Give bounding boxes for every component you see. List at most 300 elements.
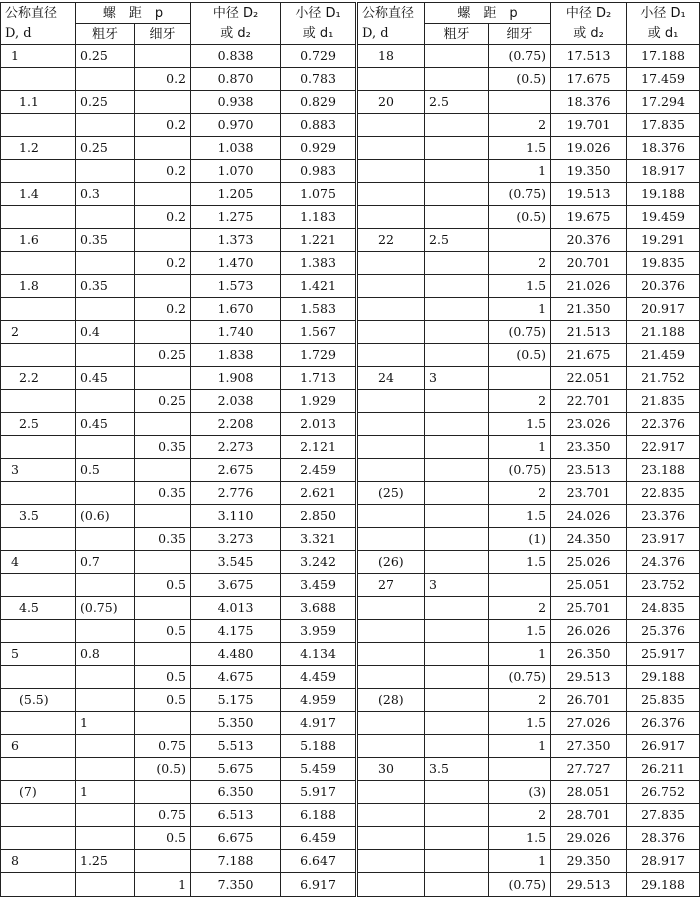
right-pitch-diameter-cell: 27.727	[551, 758, 627, 781]
left-minor-diameter-cell: 3.242	[281, 551, 357, 574]
right-pitch-diameter-cell: 23.513	[551, 459, 627, 482]
right-pitch-diameter-cell: 21.513	[551, 321, 627, 344]
header-nominal-left: 公称直径	[1, 3, 76, 24]
right-minor-diameter-cell: 21.188	[627, 321, 700, 344]
table-row	[1, 367, 700, 390]
table-row	[1, 436, 700, 459]
table-row	[1, 160, 700, 183]
right-fine-pitch-cell	[489, 574, 551, 597]
left-nominal-cell: 2.2	[1, 367, 76, 390]
left-minor-diameter-cell: 5.188	[281, 735, 357, 758]
table-row	[1, 229, 700, 252]
right-pitch-diameter-cell: 27.026	[551, 712, 627, 735]
right-coarse-pitch-cell	[425, 344, 489, 367]
left-minor-diameter-cell: 4.134	[281, 643, 357, 666]
left-pitch-diameter-cell: 6.513	[191, 804, 281, 827]
left-fine-pitch-cell	[135, 597, 191, 620]
right-minor-diameter-cell: 21.752	[627, 367, 700, 390]
left-pitch-diameter-cell: 2.208	[191, 413, 281, 436]
right-fine-pitch-cell: 1.5	[489, 551, 551, 574]
left-minor-diameter-cell: 0.983	[281, 160, 357, 183]
left-coarse-pitch-cell: (0.6)	[76, 505, 135, 528]
right-minor-diameter-cell: 18.376	[627, 137, 700, 160]
table-row	[1, 344, 700, 367]
left-fine-pitch-cell: 0.35	[135, 482, 191, 505]
left-pitch-diameter-cell: 3.545	[191, 551, 281, 574]
right-coarse-pitch-cell: 3	[425, 367, 489, 390]
right-fine-pitch-cell: (0.5)	[489, 68, 551, 91]
right-minor-diameter-cell: 25.917	[627, 643, 700, 666]
left-pitch-diameter-cell: 5.675	[191, 758, 281, 781]
left-nominal-cell	[1, 436, 76, 459]
left-fine-pitch-cell	[135, 850, 191, 873]
right-fine-pitch-cell: 1.5	[489, 137, 551, 160]
left-nominal-cell	[1, 68, 76, 91]
right-coarse-pitch-cell	[425, 390, 489, 413]
right-pitch-diameter-cell: 27.350	[551, 735, 627, 758]
left-fine-pitch-cell: (0.5)	[135, 758, 191, 781]
left-coarse-pitch-cell	[76, 390, 135, 413]
right-pitch-diameter-cell: 17.513	[551, 45, 627, 68]
left-fine-pitch-cell: 0.75	[135, 804, 191, 827]
right-coarse-pitch-cell: 3.5	[425, 758, 489, 781]
left-pitch-diameter-cell: 1.070	[191, 160, 281, 183]
right-fine-pitch-cell: 2	[489, 114, 551, 137]
right-fine-pitch-cell: 1	[489, 735, 551, 758]
right-nominal-cell	[357, 528, 425, 551]
left-minor-diameter-cell: 2.459	[281, 459, 357, 482]
right-coarse-pitch-cell	[425, 183, 489, 206]
table-row	[1, 114, 700, 137]
left-pitch-diameter-cell: 4.675	[191, 666, 281, 689]
left-coarse-pitch-cell: 0.25	[76, 91, 135, 114]
right-minor-diameter-cell: 25.376	[627, 620, 700, 643]
left-coarse-pitch-cell: (0.75)	[76, 597, 135, 620]
table-row	[1, 459, 700, 482]
thread-dimension-table	[0, 2, 700, 897]
right-fine-pitch-cell: 2	[489, 252, 551, 275]
table-row	[1, 183, 700, 206]
right-nominal-cell: 30	[357, 758, 425, 781]
right-nominal-cell	[357, 321, 425, 344]
table-row	[1, 482, 700, 505]
right-coarse-pitch-cell	[425, 735, 489, 758]
left-minor-diameter-cell: 1.383	[281, 252, 357, 275]
right-nominal-cell	[357, 781, 425, 804]
left-nominal-cell: 4.5	[1, 597, 76, 620]
left-minor-diameter-cell: 2.013	[281, 413, 357, 436]
right-fine-pitch-cell: (0.75)	[489, 183, 551, 206]
header-pitch-dia-alt-right: 或 d₂	[551, 24, 627, 45]
right-coarse-pitch-cell: 2.5	[425, 91, 489, 114]
right-coarse-pitch-cell	[425, 298, 489, 321]
left-coarse-pitch-cell: 0.7	[76, 551, 135, 574]
header-fine-right: 细牙	[489, 24, 551, 45]
left-fine-pitch-cell: 0.5	[135, 827, 191, 850]
left-minor-diameter-cell: 5.459	[281, 758, 357, 781]
left-minor-diameter-cell: 0.829	[281, 91, 357, 114]
right-nominal-cell: 22	[357, 229, 425, 252]
right-pitch-diameter-cell: 19.675	[551, 206, 627, 229]
right-nominal-cell: (28)	[357, 689, 425, 712]
right-pitch-diameter-cell: 26.026	[551, 620, 627, 643]
right-minor-diameter-cell: 21.835	[627, 390, 700, 413]
left-minor-diameter-cell: 4.917	[281, 712, 357, 735]
right-nominal-cell	[357, 436, 425, 459]
right-nominal-cell: 24	[357, 367, 425, 390]
right-minor-diameter-cell: 25.835	[627, 689, 700, 712]
left-pitch-diameter-cell: 4.013	[191, 597, 281, 620]
right-nominal-cell	[357, 505, 425, 528]
table-row	[1, 321, 700, 344]
right-fine-pitch-cell: (0.75)	[489, 321, 551, 344]
left-nominal-cell: 2	[1, 321, 76, 344]
left-nominal-cell: 3.5	[1, 505, 76, 528]
right-nominal-cell	[357, 160, 425, 183]
left-coarse-pitch-cell	[76, 298, 135, 321]
table-row	[1, 206, 700, 229]
table-row	[1, 68, 700, 91]
left-nominal-cell: 1	[1, 45, 76, 68]
left-minor-diameter-cell: 6.917	[281, 873, 357, 897]
left-fine-pitch-cell: 0.2	[135, 298, 191, 321]
right-minor-diameter-cell: 27.835	[627, 804, 700, 827]
left-pitch-diameter-cell: 1.038	[191, 137, 281, 160]
table-row	[1, 643, 700, 666]
right-nominal-cell	[357, 643, 425, 666]
left-pitch-diameter-cell: 1.573	[191, 275, 281, 298]
table-row	[1, 804, 700, 827]
right-fine-pitch-cell: (0.75)	[489, 45, 551, 68]
right-pitch-diameter-cell: 20.701	[551, 252, 627, 275]
left-fine-pitch-cell	[135, 229, 191, 252]
right-pitch-diameter-cell: 25.051	[551, 574, 627, 597]
right-pitch-diameter-cell: 28.701	[551, 804, 627, 827]
table-row	[1, 827, 700, 850]
left-pitch-diameter-cell: 7.350	[191, 873, 281, 897]
right-fine-pitch-cell: 1	[489, 850, 551, 873]
right-nominal-cell	[357, 413, 425, 436]
right-coarse-pitch-cell	[425, 505, 489, 528]
left-nominal-cell	[1, 666, 76, 689]
right-fine-pitch-cell: (0.5)	[489, 344, 551, 367]
right-coarse-pitch-cell	[425, 137, 489, 160]
right-pitch-diameter-cell: 25.026	[551, 551, 627, 574]
right-nominal-cell	[357, 597, 425, 620]
header-fine-left: 细牙	[135, 24, 191, 45]
left-minor-diameter-cell: 6.188	[281, 804, 357, 827]
left-coarse-pitch-cell: 1	[76, 712, 135, 735]
left-minor-diameter-cell: 0.729	[281, 45, 357, 68]
right-pitch-diameter-cell: 22.051	[551, 367, 627, 390]
left-pitch-diameter-cell: 4.175	[191, 620, 281, 643]
left-nominal-cell	[1, 712, 76, 735]
right-minor-diameter-cell: 20.917	[627, 298, 700, 321]
left-pitch-diameter-cell: 5.175	[191, 689, 281, 712]
right-pitch-diameter-cell: 20.376	[551, 229, 627, 252]
left-pitch-diameter-cell: 3.675	[191, 574, 281, 597]
left-minor-diameter-cell: 3.959	[281, 620, 357, 643]
left-coarse-pitch-cell	[76, 344, 135, 367]
right-pitch-diameter-cell: 19.026	[551, 137, 627, 160]
table-row	[1, 758, 700, 781]
left-minor-diameter-cell: 1.713	[281, 367, 357, 390]
left-minor-diameter-cell: 1.583	[281, 298, 357, 321]
header-minor-dia-alt-right: 或 d₁	[627, 24, 700, 45]
right-minor-diameter-cell: 18.917	[627, 160, 700, 183]
left-nominal-cell: 3	[1, 459, 76, 482]
right-pitch-diameter-cell: 21.675	[551, 344, 627, 367]
right-minor-diameter-cell: 24.376	[627, 551, 700, 574]
right-minor-diameter-cell: 19.188	[627, 183, 700, 206]
left-coarse-pitch-cell: 1.25	[76, 850, 135, 873]
right-minor-diameter-cell: 20.376	[627, 275, 700, 298]
right-fine-pitch-cell: 2	[489, 390, 551, 413]
left-coarse-pitch-cell: 0.25	[76, 45, 135, 68]
left-fine-pitch-cell: 0.25	[135, 390, 191, 413]
table-row	[1, 873, 700, 897]
right-nominal-cell: (26)	[357, 551, 425, 574]
left-coarse-pitch-cell	[76, 758, 135, 781]
table-row	[1, 574, 700, 597]
left-nominal-cell	[1, 344, 76, 367]
left-coarse-pitch-cell	[76, 436, 135, 459]
right-nominal-cell	[357, 275, 425, 298]
right-coarse-pitch-cell	[425, 643, 489, 666]
header-nominal-sym-left: D, d	[1, 24, 76, 45]
left-nominal-cell: 4	[1, 551, 76, 574]
left-nominal-cell	[1, 390, 76, 413]
table-row	[1, 413, 700, 436]
left-nominal-cell: 1.2	[1, 137, 76, 160]
right-pitch-diameter-cell: 25.701	[551, 597, 627, 620]
right-coarse-pitch-cell	[425, 873, 489, 897]
right-fine-pitch-cell: 1	[489, 436, 551, 459]
left-nominal-cell	[1, 827, 76, 850]
left-minor-diameter-cell: 4.459	[281, 666, 357, 689]
left-coarse-pitch-cell	[76, 114, 135, 137]
left-minor-diameter-cell: 3.321	[281, 528, 357, 551]
right-minor-diameter-cell: 19.459	[627, 206, 700, 229]
header-coarse-right: 粗牙	[425, 24, 489, 45]
right-nominal-cell	[357, 206, 425, 229]
table-row	[1, 689, 700, 712]
right-coarse-pitch-cell	[425, 528, 489, 551]
left-minor-diameter-cell: 6.647	[281, 850, 357, 873]
left-fine-pitch-cell: 0.2	[135, 68, 191, 91]
left-nominal-cell: 8	[1, 850, 76, 873]
right-coarse-pitch-cell: 2.5	[425, 229, 489, 252]
right-fine-pitch-cell: 1.5	[489, 620, 551, 643]
header-nominal-sym-right: D, d	[357, 24, 425, 45]
right-coarse-pitch-cell	[425, 850, 489, 873]
left-minor-diameter-cell: 0.929	[281, 137, 357, 160]
right-pitch-diameter-cell: 21.026	[551, 275, 627, 298]
left-fine-pitch-cell: 1	[135, 873, 191, 897]
right-nominal-cell	[357, 873, 425, 897]
table-row	[1, 781, 700, 804]
right-fine-pitch-cell: 1	[489, 160, 551, 183]
header-minor-dia-left: 小径 D₁	[281, 3, 357, 24]
left-pitch-diameter-cell: 2.675	[191, 459, 281, 482]
left-pitch-diameter-cell: 2.038	[191, 390, 281, 413]
left-minor-diameter-cell: 2.121	[281, 436, 357, 459]
table-header	[1, 3, 700, 45]
right-nominal-cell: (25)	[357, 482, 425, 505]
left-fine-pitch-cell	[135, 183, 191, 206]
left-coarse-pitch-cell	[76, 252, 135, 275]
table-row	[1, 252, 700, 275]
left-pitch-diameter-cell: 5.513	[191, 735, 281, 758]
right-minor-diameter-cell: 26.376	[627, 712, 700, 735]
right-nominal-cell	[357, 68, 425, 91]
right-fine-pitch-cell: (0.75)	[489, 873, 551, 897]
left-nominal-cell: 1.6	[1, 229, 76, 252]
left-nominal-cell	[1, 804, 76, 827]
right-minor-diameter-cell: 23.917	[627, 528, 700, 551]
right-pitch-diameter-cell: 19.513	[551, 183, 627, 206]
header-coarse-left: 粗牙	[76, 24, 135, 45]
left-minor-diameter-cell: 1.075	[281, 183, 357, 206]
right-coarse-pitch-cell	[425, 666, 489, 689]
right-minor-diameter-cell: 22.835	[627, 482, 700, 505]
left-nominal-cell	[1, 206, 76, 229]
right-coarse-pitch-cell	[425, 459, 489, 482]
right-nominal-cell: 20	[357, 91, 425, 114]
right-pitch-diameter-cell: 19.701	[551, 114, 627, 137]
right-pitch-diameter-cell: 22.701	[551, 390, 627, 413]
left-coarse-pitch-cell	[76, 68, 135, 91]
right-minor-diameter-cell: 17.459	[627, 68, 700, 91]
right-coarse-pitch-cell	[425, 712, 489, 735]
right-coarse-pitch-cell	[425, 114, 489, 137]
right-minor-diameter-cell: 24.835	[627, 597, 700, 620]
left-nominal-cell	[1, 482, 76, 505]
right-pitch-diameter-cell: 28.051	[551, 781, 627, 804]
left-pitch-diameter-cell: 0.838	[191, 45, 281, 68]
left-pitch-diameter-cell: 1.205	[191, 183, 281, 206]
right-fine-pitch-cell: 2	[489, 482, 551, 505]
left-minor-diameter-cell: 2.621	[281, 482, 357, 505]
table-row	[1, 528, 700, 551]
left-fine-pitch-cell: 0.5	[135, 620, 191, 643]
right-coarse-pitch-cell	[425, 804, 489, 827]
right-nominal-cell	[357, 712, 425, 735]
left-coarse-pitch-cell	[76, 666, 135, 689]
right-coarse-pitch-cell	[425, 160, 489, 183]
left-fine-pitch-cell: 0.2	[135, 160, 191, 183]
right-nominal-cell	[357, 390, 425, 413]
right-nominal-cell	[357, 298, 425, 321]
right-nominal-cell	[357, 850, 425, 873]
right-minor-diameter-cell: 22.917	[627, 436, 700, 459]
table-row	[1, 712, 700, 735]
left-nominal-cell	[1, 114, 76, 137]
right-minor-diameter-cell: 23.376	[627, 505, 700, 528]
table-row	[1, 551, 700, 574]
left-nominal-cell	[1, 252, 76, 275]
left-coarse-pitch-cell	[76, 574, 135, 597]
right-nominal-cell	[357, 620, 425, 643]
right-fine-pitch-cell: (3)	[489, 781, 551, 804]
left-minor-diameter-cell: 2.850	[281, 505, 357, 528]
right-coarse-pitch-cell	[425, 206, 489, 229]
left-minor-diameter-cell: 1.221	[281, 229, 357, 252]
left-fine-pitch-cell	[135, 45, 191, 68]
left-minor-diameter-cell: 1.421	[281, 275, 357, 298]
left-pitch-diameter-cell: 1.470	[191, 252, 281, 275]
right-fine-pitch-cell: 2	[489, 804, 551, 827]
left-nominal-cell: 2.5	[1, 413, 76, 436]
right-fine-pitch-cell: 2	[489, 689, 551, 712]
table-row	[1, 137, 700, 160]
header-nominal-right: 公称直径	[357, 3, 425, 24]
right-minor-diameter-cell: 19.835	[627, 252, 700, 275]
left-fine-pitch-cell: 0.25	[135, 344, 191, 367]
left-nominal-cell: 5	[1, 643, 76, 666]
table-row	[1, 597, 700, 620]
table-row	[1, 666, 700, 689]
left-fine-pitch-cell: 0.5	[135, 666, 191, 689]
right-nominal-cell	[357, 252, 425, 275]
left-coarse-pitch-cell: 0.35	[76, 275, 135, 298]
left-pitch-diameter-cell: 0.970	[191, 114, 281, 137]
right-minor-diameter-cell: 28.917	[627, 850, 700, 873]
left-coarse-pitch-cell	[76, 873, 135, 897]
header-pitch-dia-left: 中径 D₂	[191, 3, 281, 24]
right-pitch-diameter-cell: 29.350	[551, 850, 627, 873]
right-nominal-cell	[357, 459, 425, 482]
table-row	[1, 390, 700, 413]
left-fine-pitch-cell	[135, 275, 191, 298]
right-coarse-pitch-cell	[425, 275, 489, 298]
left-coarse-pitch-cell	[76, 160, 135, 183]
right-nominal-cell	[357, 114, 425, 137]
table-row	[1, 735, 700, 758]
right-minor-diameter-cell: 26.917	[627, 735, 700, 758]
right-fine-pitch-cell: (0.75)	[489, 666, 551, 689]
right-nominal-cell	[357, 827, 425, 850]
left-minor-diameter-cell: 0.883	[281, 114, 357, 137]
right-fine-pitch-cell	[489, 758, 551, 781]
left-pitch-diameter-cell: 6.675	[191, 827, 281, 850]
right-pitch-diameter-cell: 24.026	[551, 505, 627, 528]
left-fine-pitch-cell	[135, 551, 191, 574]
right-nominal-cell	[357, 183, 425, 206]
right-fine-pitch-cell	[489, 229, 551, 252]
right-pitch-diameter-cell: 23.026	[551, 413, 627, 436]
left-pitch-diameter-cell: 6.350	[191, 781, 281, 804]
table-row	[1, 298, 700, 321]
table-row	[1, 505, 700, 528]
left-coarse-pitch-cell: 0.35	[76, 229, 135, 252]
right-fine-pitch-cell: (0.75)	[489, 459, 551, 482]
table-body	[1, 45, 700, 897]
left-minor-diameter-cell: 3.459	[281, 574, 357, 597]
right-nominal-cell	[357, 804, 425, 827]
left-coarse-pitch-cell	[76, 827, 135, 850]
left-pitch-diameter-cell: 7.188	[191, 850, 281, 873]
left-coarse-pitch-cell: 0.8	[76, 643, 135, 666]
right-fine-pitch-cell: 1.5	[489, 275, 551, 298]
left-pitch-diameter-cell: 0.870	[191, 68, 281, 91]
left-fine-pitch-cell: 0.35	[135, 436, 191, 459]
right-minor-diameter-cell: 17.188	[627, 45, 700, 68]
left-coarse-pitch-cell	[76, 735, 135, 758]
right-minor-diameter-cell: 23.752	[627, 574, 700, 597]
right-coarse-pitch-cell	[425, 551, 489, 574]
right-minor-diameter-cell: 29.188	[627, 873, 700, 897]
